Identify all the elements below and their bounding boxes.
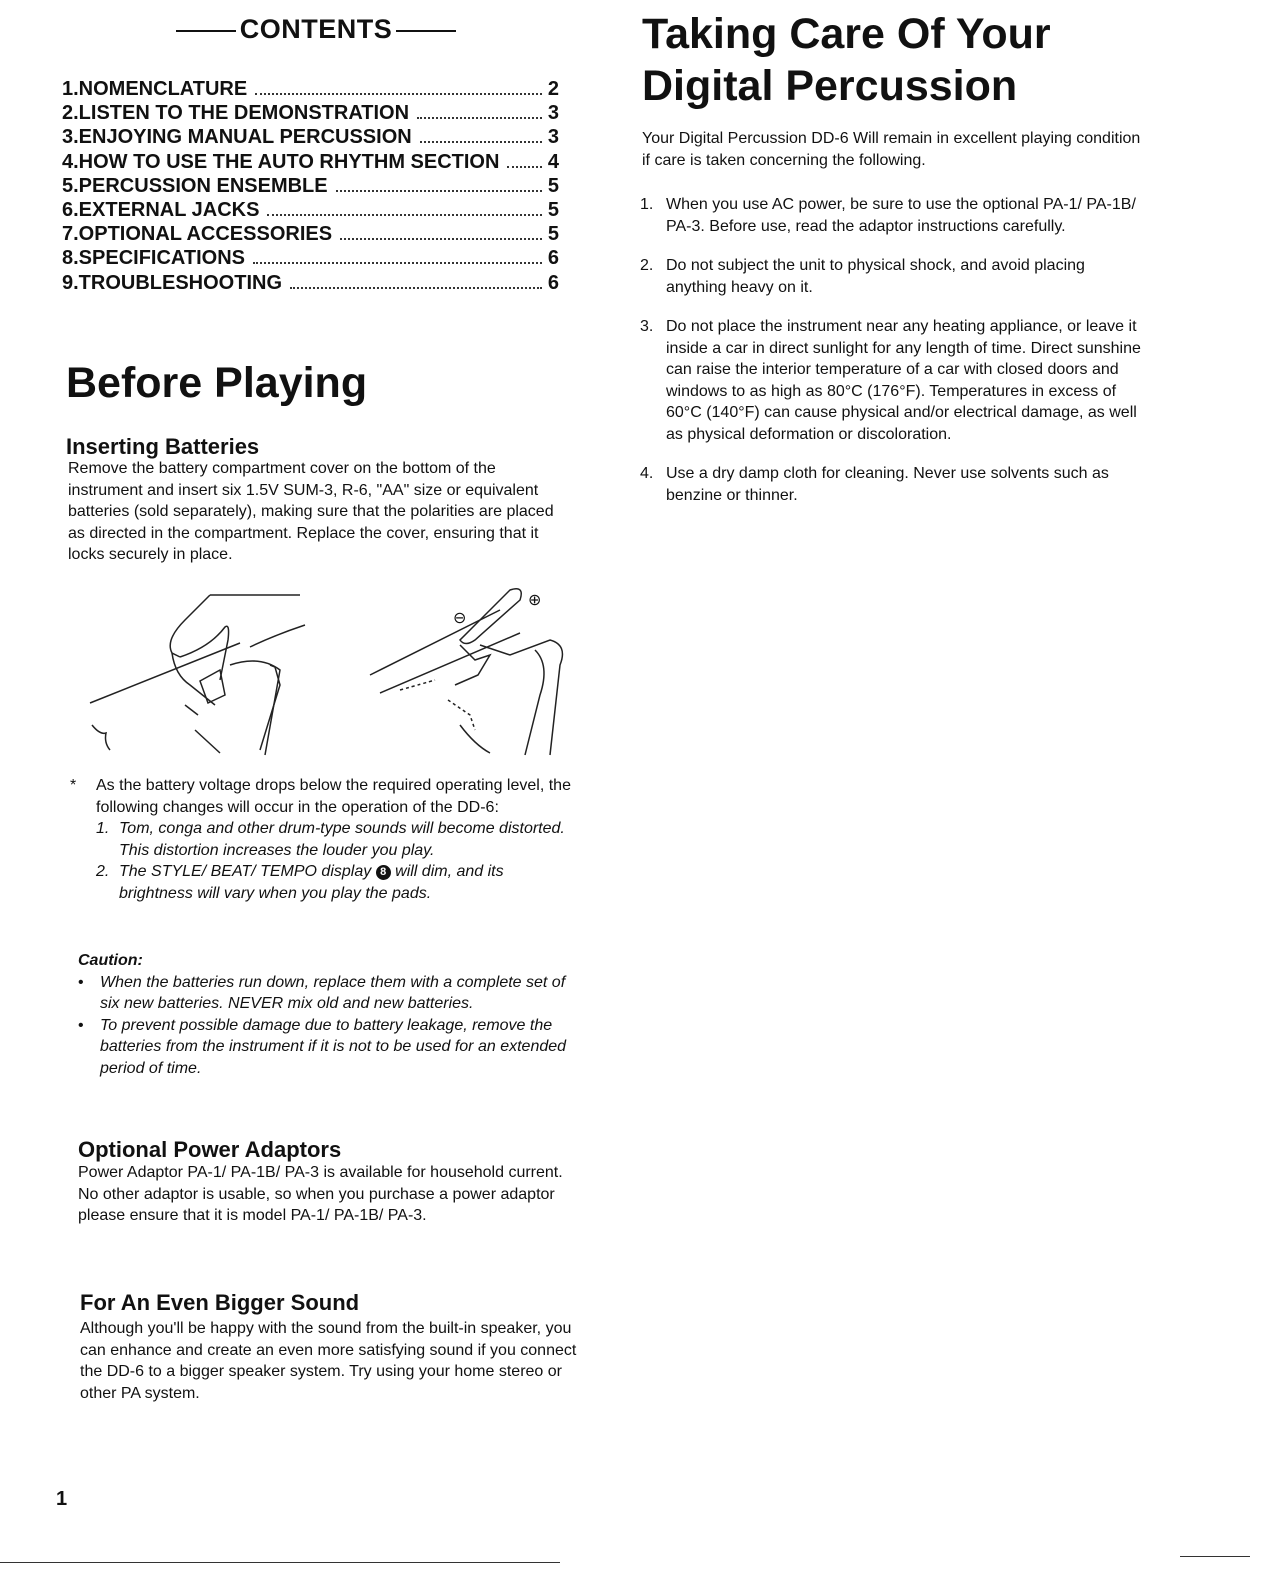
note-bullet: * [70, 777, 77, 794]
taking-care-intro: Your Digital Percussion DD-6 Will remain in excellent playing condition if care is taken concerning the following. [642, 130, 1141, 169]
caution-block [78, 950, 578, 1079]
minus-symbol: ⊖ [453, 608, 467, 627]
list-item: 2. Do not subject the unit to physical shock, and avoid placing anything heavy on it. [640, 257, 1085, 296]
toc-row[interactable]: 2.LISTEN TO THE DEMONSTRATION 3 [62, 102, 559, 125]
display-number-badge: 8 [376, 865, 391, 880]
list-item: 1. Tom, conga and other drum-type sounds will become distorted. This distortion increases the louder you play. [96, 820, 565, 859]
inserting-batteries-text: Remove the battery compartment cover on the bottom of the instrument and insert six 1.5V SUM-3, R-6, "AA" size or equivalent batteries (sold separately), making sure that the polarities are placed as directed in the compartment. Replace the cover, ensuring that it locks securely in place. [68, 460, 554, 563]
list-item: 3. Do not place the instrument near any heating appliance, or leave it inside a car in direct sunlight for any length of time. Direct sunshine can raise the interior temperature of a car with closed doors and windows to as high as 80°C (176°F). Temperatures in excess of 60°C (140°F) can cause physical and/or electrical damage, as well as physical deformation or discoloration. [640, 318, 1141, 443]
bottom-edge-line [0, 1562, 560, 1563]
toc-row[interactable]: 4.HOW TO USE THE AUTO RHYTHM SECTION 4 [62, 150, 559, 173]
battery-installation-illustration [80, 585, 570, 765]
optional-power-adaptors-heading: Optional Power Adaptors [78, 1137, 342, 1162]
hand-removing-cover-drawing [90, 595, 305, 755]
taking-care-title: Taking Care Of Your Digital Percussion [642, 10, 1051, 110]
list-item: 4. Use a dry damp cloth for cleaning. Never use solvents such as benzine or thinner. [640, 465, 1109, 504]
bigger-sound-heading: For An Even Bigger Sound [80, 1290, 360, 1315]
list-item: • To prevent possible damage due to battery leakage, remove the batteries from the instrument if it is not to be used for an extended period of time. [78, 1016, 567, 1077]
bottom-edge-line [1180, 1556, 1250, 1557]
plus-symbol: ⊕ [528, 590, 542, 609]
toc-row[interactable]: 9.TROUBLESHOOTING 6 [62, 271, 559, 294]
taking-care-list [640, 194, 1145, 524]
list-item: 1. When you use AC power, be sure to use the optional PA-1/ PA-1B/ PA-3. Before use, read the adaptor instructions carefully. [640, 196, 1136, 235]
table-of-contents [62, 78, 559, 296]
toc-row[interactable]: 5.PERCUSSION ENSEMBLE 5 [62, 174, 559, 197]
toc-row[interactable]: 7.OPTIONAL ACCESSORIES 5 [62, 223, 559, 246]
bigger-sound-text: Although you'll be happy with the sound from the built-in speaker, you can enhance and create an even more satisfying sound if you connect the DD-6 to a bigger speaker system. Try using your home stereo or other PA system. [80, 1320, 577, 1402]
toc-row[interactable]: 3.ENJOYING MANUAL PERCUSSION 3 [62, 126, 559, 149]
before-playing-title: Before Playing [66, 359, 368, 407]
note-text: As the battery voltage drops below the required operating level, the following changes will occur in the operation of the DD-6: [96, 777, 571, 816]
battery-voltage-note [70, 775, 580, 904]
toc-row[interactable]: 6.EXTERNAL JACKS 5 [62, 198, 559, 221]
page-number: 1 [56, 1488, 68, 1510]
toc-row[interactable]: 1.NOMENCLATURE 2 [62, 78, 559, 100]
caution-heading: Caution: [78, 952, 143, 969]
contents-heading: CONTENTS [170, 14, 462, 45]
inserting-batteries-heading: Inserting Batteries [66, 434, 260, 459]
optional-power-adaptors-text: Power Adaptor PA-1/ PA-1B/ PA-3 is available for household current. No other adaptor is usable, so when you purchase a power adaptor please ensure that it is model PA-1/ PA-1B/ PA-3. [78, 1164, 563, 1224]
list-item: 2. The STYLE/ BEAT/ TEMPO display 8 will dim, and its brightness will vary when you play the pads. [96, 863, 504, 902]
toc-row[interactable]: 8.SPECIFICATIONS 6 [62, 247, 559, 270]
list-item: • When the batteries run down, replace them with a complete set of six new batteries. NEVER mix old and new batteries. [78, 973, 566, 1012]
